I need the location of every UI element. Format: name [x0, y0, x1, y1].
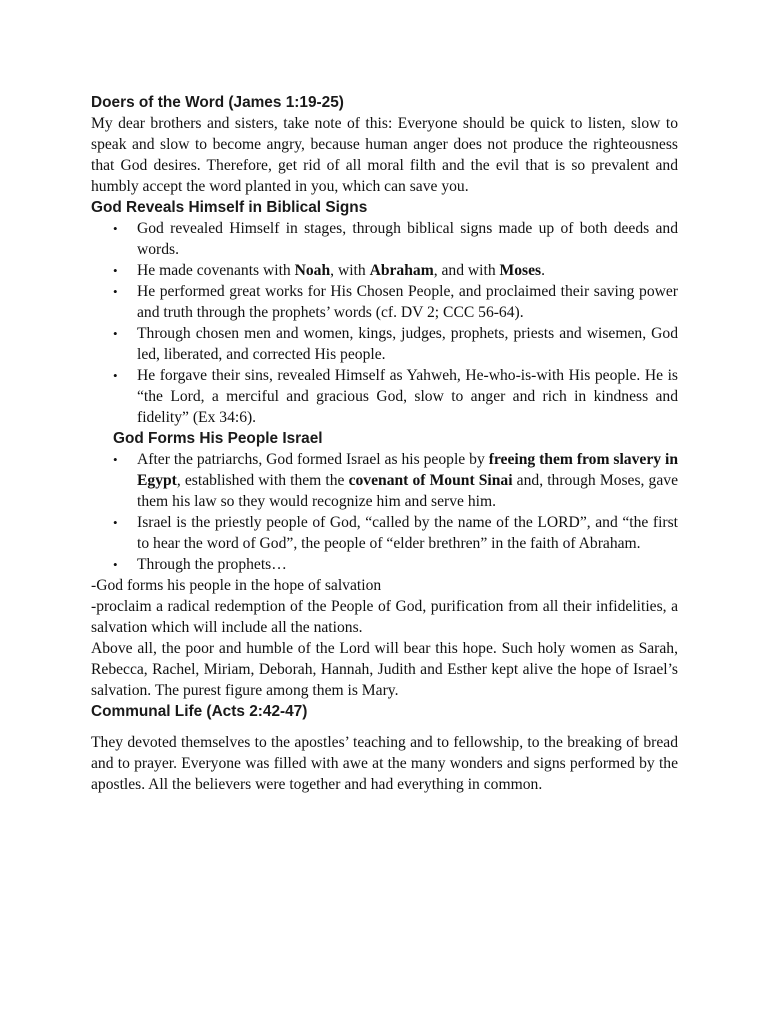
section-heading-doers-of-the-word: Doers of the Word (James 1:19-25)	[91, 94, 344, 111]
bold-phrase-freeing-from-egypt: freeing them from slavery in Egypt	[137, 451, 678, 489]
section-heading-people-israel: God Forms His People Israel	[113, 430, 323, 447]
list-item: • Through the prophets…	[137, 554, 678, 575]
list-text: He made covenants with	[137, 262, 295, 279]
list-text: , and with	[433, 262, 500, 279]
section-heading-biblical-signs: God Reveals Himself in Biblical Signs	[91, 199, 368, 216]
list-item: • He performed great works for His Chosen People, and proclaimed their saving power and truth through the prophets’ words (cf. DV 2; CCC 56-64).	[137, 281, 678, 323]
list-text: .	[541, 262, 546, 279]
paragraph-james-passage: My dear brothers and sisters, take note of this: Everyone should be quick to listen, slow to speak and slow to become angry, because human anger does not produce the righteousness that God desires. Therefore, get rid of all moral filth and the evil that is so prevalent and humbly accept the word planted in you, which can save you.	[91, 115, 678, 195]
bold-name-abraham: Abraham	[369, 262, 434, 279]
paragraph-hope-of-salvation: -God forms his people in the hope of salvation	[91, 577, 382, 594]
list-text: , with	[330, 262, 370, 279]
list-item: • God revealed Himself in stages, through biblical signs made up of both deeds and words.	[137, 218, 678, 260]
bold-name-noah: Noah	[294, 262, 331, 279]
list-item: • Through chosen men and women, kings, judges, prophets, priests and wisemen, God led, liberated, and corrected His people.	[137, 323, 678, 365]
bold-name-moses: Moses	[499, 262, 542, 279]
bold-phrase-covenant-sinai: covenant of Mount Sinai	[348, 472, 513, 489]
list-text: and, through Moses, gave them his law so they would recognize him and serve him.	[137, 472, 678, 510]
people-israel-list	[91, 449, 678, 575]
list-item: • Israel is the priestly people of God, “called by the name of the LORD”, and “the first to hear the word of God”, the people of “elder brethren” in the faith of Abraham.	[137, 512, 678, 554]
paragraph-radical-redemption: -proclaim a radical redemption of the People of God, purification from all their infidelities, a salvation which will include all the nations.	[91, 598, 678, 636]
paragraph-acts-passage: They devoted themselves to the apostles’ teaching and to fellowship, to the breaking of bread and to prayer. Everyone was filled with awe at the many wonders and signs performed by the apostles. All the believers were together and had everything in common.	[91, 734, 678, 793]
paragraph-poor-and-humble: Above all, the poor and humble of the Lord will bear this hope. Such holy women as Sarah, Rebecca, Rachel, Miriam, Deborah, Hannah, Judith and Esther kept alive the hope of Israel’s salvation. The purest figure among them is Mary.	[91, 640, 678, 699]
list-item	[137, 260, 678, 281]
biblical-signs-list	[91, 218, 678, 428]
document-content	[91, 92, 678, 795]
list-item: • He forgave their sins, revealed Himself as Yahweh, He-who-is-with His people. He is “the Lord, a merciful and gracious God, slow to anger and rich in kindness and fidelity” (Ex 34:6).	[137, 365, 678, 428]
list-item	[137, 449, 678, 512]
section-heading-communal-life: Communal Life (Acts 2:42-47)	[91, 703, 308, 720]
list-text: After the patriarchs, God formed Israel as his people by	[137, 451, 489, 468]
list-text: , established with them the	[176, 472, 349, 489]
